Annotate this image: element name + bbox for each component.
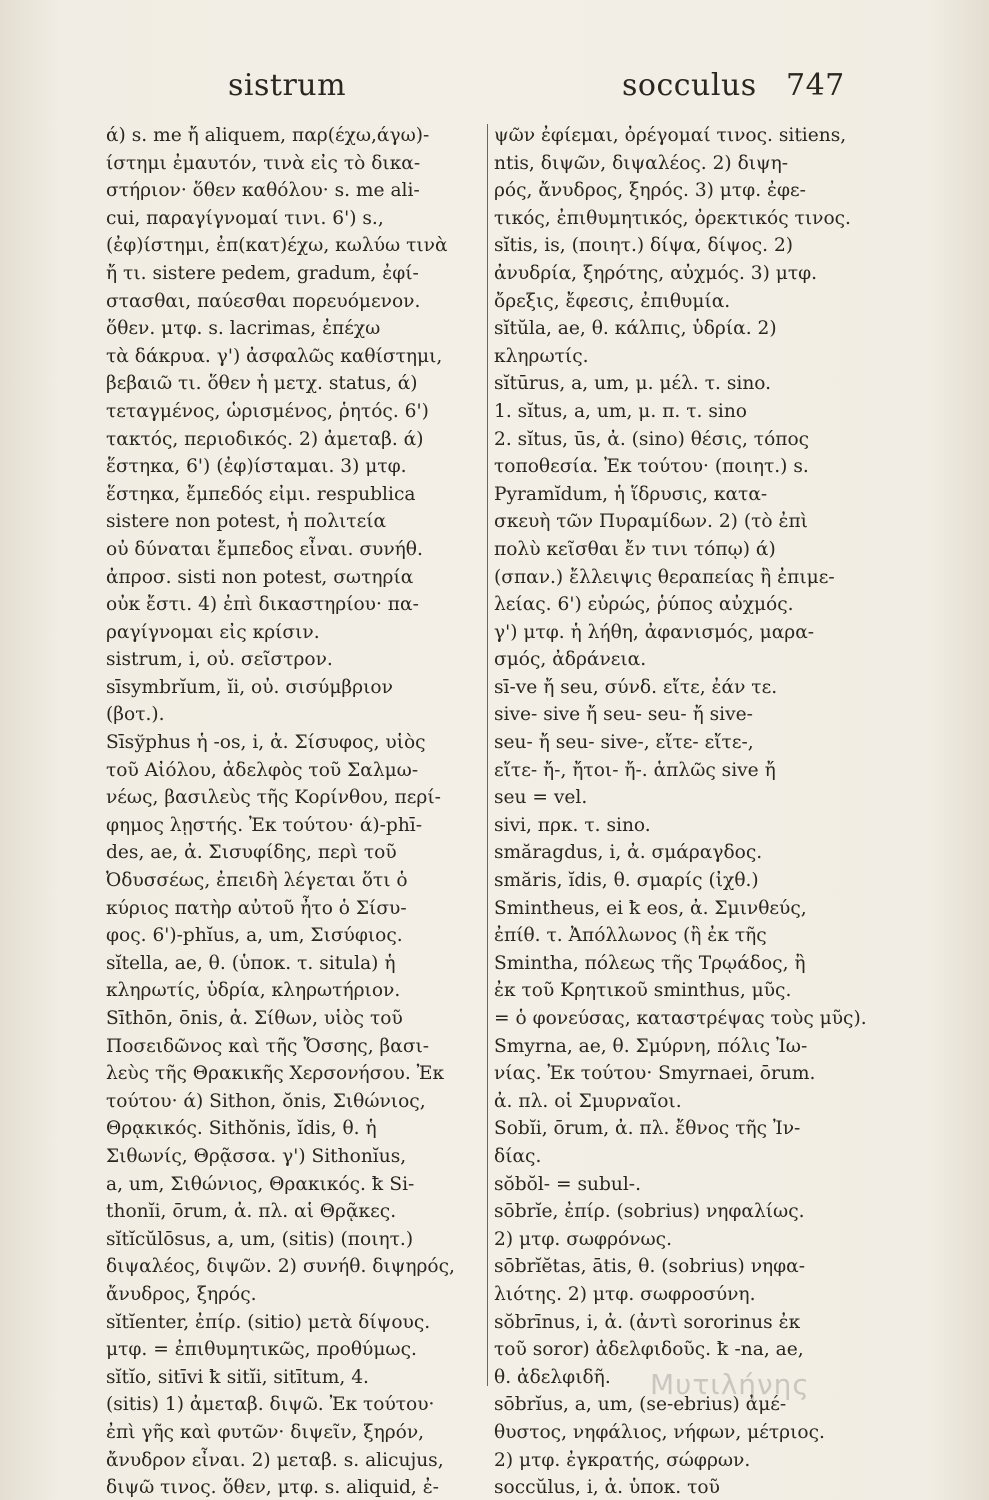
entry-line: εἴτε- ἤ-, ἤτοι- ἤ-. ἁπλῶς sive ἤ [494, 759, 776, 781]
entry-line: φημος λῃστής. Ἐκ τούτου· ά)-phī- [106, 814, 423, 836]
entry-line: sĭtĭenter, ἐπίρ. (sitio) μετὰ δίψους. [106, 1311, 431, 1333]
entry-line: sōbrĭe, ἐπίρ. (sobrius) νηφαλίως. [494, 1201, 805, 1223]
entry-line: Smyrna, ae, θ. Σμύρνη, πόλις Ἰω- [494, 1035, 808, 1057]
entry-line: sīsymbrĭum, ĭi, οὐ. σισύμβριον [106, 676, 393, 698]
entry-line: θυστος, νηφάλιος, νήφων, μέτριος. [494, 1421, 825, 1443]
entry-line: ὅθεν. μτφ. s. lacrimas, ἐπέχω [106, 318, 381, 340]
entry-line: στασθαι, παύεσθαι πορευόμενον. [106, 290, 421, 312]
entry-line: (βοτ.). [106, 704, 165, 726]
entry-line: = ὁ φονεύσας, καταστρέψας τοὺς μῦς). [494, 1008, 867, 1029]
entry-line: νέως, βασιλεὺς τῆς Κορίνθου, περί- [106, 787, 441, 809]
entry-line: smăragdus, i, ἀ. σμάραγδος. [494, 842, 763, 864]
column-divider [487, 124, 488, 1386]
entry-line: sĭtĭo, sitīvi ꝁ sitĭi, sitītum, 4. [106, 1366, 369, 1388]
entry-line: ίστημι ἐμαυτόν, τινὰ εἰς τὸ δικα- [106, 152, 421, 174]
entry-line: sĭtĭcŭlōsus, a, um, (sitis) (ποιητ.) [106, 1228, 414, 1250]
entry-line: sī-ve ἤ seu, σύνδ. εἴτε, ἐάν τε. [494, 676, 778, 698]
entry-line: σκευὴ τῶν Πυραμίδων. 2) (τὸ ἐπὶ [494, 511, 808, 533]
entry-line: cui, παραγίγνομαί τινι. 6') s., [106, 207, 384, 229]
entry-line: sōbrĭus, a, um, (se-ebrius) ἀμέ- [494, 1394, 787, 1416]
header-left-guide-word: sistrum [228, 68, 347, 103]
entry-line: δίας. [494, 1145, 542, 1167]
entry-line: ἤ τι. sistere pedem, gradum, ἐφί- [106, 262, 419, 284]
entry-line: 2) μτφ. ἐγκρατής, σώφρων. [494, 1449, 751, 1471]
entry-line: thonĭi, ōrum, ἀ. πλ. αἱ Θρᾷκες. [106, 1201, 397, 1223]
entry-line: sistrum, i, οὐ. σεῖστρον. [106, 649, 333, 671]
entry-line: sive- sive ἤ seu- seu- ἤ sive- [494, 704, 753, 726]
entry-line: κληρωτίς. [494, 345, 589, 367]
entry-line: sŏbŏl- = subul-. [494, 1173, 641, 1195]
entry-line: Σιθωνίς, Θρᾷσσα. γ') Sithonĭus, [106, 1145, 407, 1167]
entry-line: (ἐφ)ίστημι, ἐπ(κατ)έχω, κωλύω τινὰ [106, 235, 448, 257]
entry-line: τούτου· ά) Sithon, ŏnis, Σιθώνιος, [106, 1090, 426, 1112]
entry-line: τοῦ Αἰόλου, ἀδελφὸς τοῦ Σαλμω- [106, 759, 419, 781]
entry-line: λείας. 6') εὐρώς, ῥύπος αὐχμός. [494, 594, 794, 616]
entry-line: φος. 6')-phĭus, a, um, Σισύφιος. [106, 925, 403, 947]
entry-line: ἕστηκα, ἔμπεδός εἰμι. respublica [106, 483, 416, 505]
entry-line: sivi, πρκ. τ. sino. [494, 814, 651, 836]
entry-line: Ποσειδῶνος καὶ τῆς Ὄσσης, βασι- [106, 1035, 430, 1057]
entry-line: sĭtis, is, (ποιητ.) δίψα, δίψος. 2) [494, 235, 794, 257]
entry-line: 2) μτφ. σωφρόνως. [494, 1228, 672, 1250]
library-stamp-watermark: Μυτιλήνης [650, 1368, 810, 1401]
entry-line: seu- ἤ seu- sive-, εἴτε- εἴτε-, [494, 732, 754, 754]
entry-line: τακτός, περιοδικός. 2) ἀμεταβ. ά) [106, 428, 424, 450]
entry-line: κύριος πατὴρ αὐτοῦ ἦτο ὁ Σίσυ- [106, 897, 407, 919]
entry-line: οὐκ ἔστι. 4) ἐπὶ δικαστηρίου· πα- [106, 594, 419, 616]
entry-line: θ. ἀδελφιδῆ. [494, 1366, 611, 1388]
entry-line: sĭtŭla, ae, θ. κάλπις, ὑδρία. 2) [494, 318, 777, 340]
entry-line: στήριον· ὅθεν καθόλου· s. me ali- [106, 180, 420, 202]
entry-line: ἀπροσ. sisti non potest, σωτηρία [106, 566, 414, 588]
entry-line: des, ae, ἀ. Σισυφίδης, περὶ τοῦ [106, 842, 397, 864]
entry-line: Smintha, πόλεως τῆς Τρῳάδος, ἢ [494, 952, 806, 974]
entry-line: a, um, Σιθώνιος, Θρακικός. ꝁ Si- [106, 1173, 415, 1195]
entry-line: Sīthōn, ōnis, ἀ. Σίθων, υἱὸς τοῦ [106, 1008, 403, 1029]
entry-line: Θρᾳκικός. Sithŏnis, ĭdis, θ. ἡ [106, 1118, 377, 1140]
entry-line: 2. sĭtus, ūs, ἀ. (sino) θέσις, τόπος [494, 428, 810, 450]
entry-line: διψῶ τινος. ὅθεν, μτφ. s. aliquid, ἐ- [106, 1477, 439, 1499]
entry-line: (σπαν.) ἔλλειψις θεραπείας ἢ ἐπιμε- [494, 566, 835, 588]
entry-line: λεὺς τῆς Θρακικῆς Χερσονήσου. Ἐκ [106, 1063, 445, 1085]
entry-line: ἕστηκα, 6') (ἐφ)ίσταμαι. 3) μτφ. [106, 456, 407, 478]
entry-line: ἄνυδρος, ξηρός. [106, 1283, 257, 1305]
header-right-guide-word: socculus [622, 68, 757, 103]
entry-line: τοῦ soror) ἀδελφιδοῦς. ꝁ -na, ae, [494, 1339, 804, 1361]
entry-line: soccŭlus, i, ἀ. ὑποκ. τοῦ [494, 1477, 720, 1499]
entry-line: οὐ δύναται ἔμπεδος εἶναι. συνήθ. [106, 538, 423, 560]
entry-line: Pyramĭdum, ἡ ἵδρυσις, κατα- [494, 483, 768, 505]
entry-line: ά) s. me ἤ aliquem, παρ(έχω,άγω)- [106, 125, 430, 146]
entry-line: ἀ. πλ. οἱ Σμυρναῖοι. [494, 1090, 682, 1112]
entry-line: smăris, ĭdis, θ. σμαρίς (ἰχθ.) [494, 870, 759, 892]
entry-line: ψῶν ἐφίεμαι, ὀρέγομαί τινος. sitiens, [494, 125, 847, 146]
entry-line: τὰ δάκρυα. γ') ἀσφαλῶς καθίστημι, [106, 345, 443, 367]
entry-line: ἐπίθ. τ. Ἀπόλλωνος (ἢ ἐκ τῆς [494, 925, 767, 947]
entry-line: ραγίγνομαι εἰς κρίσιν. [106, 621, 320, 643]
entry-line: ἐκ τοῦ Κρητικοῦ sminthus, μῦς. [494, 980, 792, 1002]
entry-line: ὄρεξις, ἔφεσις, ἐπιθυμία. [494, 290, 731, 312]
entry-line: μτφ. = ἐπιθυμητικῶς, προθύμως. [106, 1339, 417, 1361]
entry-line: νίας. Ἐκ τούτου· Smyrnaei, ōrum. [494, 1063, 816, 1085]
entry-line: seu = vel. [494, 787, 588, 809]
entry-line: λιότης. 2) μτφ. σωφροσύνη. [494, 1283, 756, 1305]
entry-line: ἄνυδρον εἶναι. 2) μεταβ. s. alicujus, [106, 1449, 444, 1471]
entry-line: Ὀδυσσέως, ἐπειδὴ λέγεται ὅτι ὁ [106, 870, 408, 892]
entry-line: ἀνυδρία, ξηρότης, αὐχμός. 3) μτφ. [494, 262, 818, 284]
entry-line: Smintheus, ei ꝁ eos, ἀ. Σμινθεύς, [494, 897, 807, 919]
entry-line: sistere non potest, ἡ πολιτεία [106, 511, 387, 533]
entry-line: διψαλέος, διψῶν. 2) συνήθ. διψηρός, [106, 1256, 455, 1278]
entry-line: τικός, ἐπιθυμητικός, ὀρεκτικός τινος. [494, 207, 851, 229]
entry-line: πολὺ κεῖσθαι ἔν τινι τόπῳ) ά) [494, 538, 776, 560]
entry-line: sĭtūrus, a, um, μ. μέλ. τ. sino. [494, 373, 772, 395]
entry-line: ἐπὶ γῆς καὶ φυτῶν· διψεῖν, ξηρόν, [106, 1421, 425, 1443]
entry-line: sĭtella, ae, θ. (ὑποκ. τ. situla) ἡ [106, 952, 396, 974]
entry-line: τοποθεσία. Ἐκ τούτου· (ποιητ.) s. [494, 456, 809, 478]
entry-line: (sitis) 1) ἀμεταβ. διψῶ. Ἐκ τούτου· [106, 1394, 435, 1416]
entry-line: κληρωτίς, ὑδρία, κληρωτήριον. [106, 980, 401, 1002]
entry-line: Sobĭi, ōrum, ἀ. πλ. ἔθνος τῆς Ἰν- [494, 1118, 801, 1140]
entry-line: sŏbrīnus, i, ἀ. (ἀντὶ sororinus ἐκ [494, 1311, 801, 1333]
right-column [494, 122, 882, 1500]
entry-line: γ') μτφ. ἡ λήθη, ἀφανισμός, μαρα- [494, 621, 815, 643]
entry-line: Sīsўphus ἡ -os, i, ἀ. Σίσυφος, υἱὸς [106, 732, 426, 754]
entry-line: σμός, ἀδράνεια. [494, 649, 647, 671]
left-column [106, 122, 488, 1500]
page-number: 747 [786, 68, 845, 103]
entry-line: ntis, διψῶν, διψαλέος. 2) διψη- [494, 152, 789, 174]
entry-line: 1. sĭtus, a, um, μ. π. τ. sino [494, 400, 747, 422]
entry-line: τεταγμένος, ὡρισμένος, ῥητός. 6') [106, 400, 429, 422]
entry-line: sōbrĭĕtas, ātis, θ. (sobrius) νηφα- [494, 1256, 805, 1278]
entry-line: βεβαιῶ τι. ὅθεν ἡ μετχ. status, ά) [106, 373, 418, 395]
entry-line: ρός, ἄνυδρος, ξηρός. 3) μτφ. ἐφε- [494, 180, 806, 202]
